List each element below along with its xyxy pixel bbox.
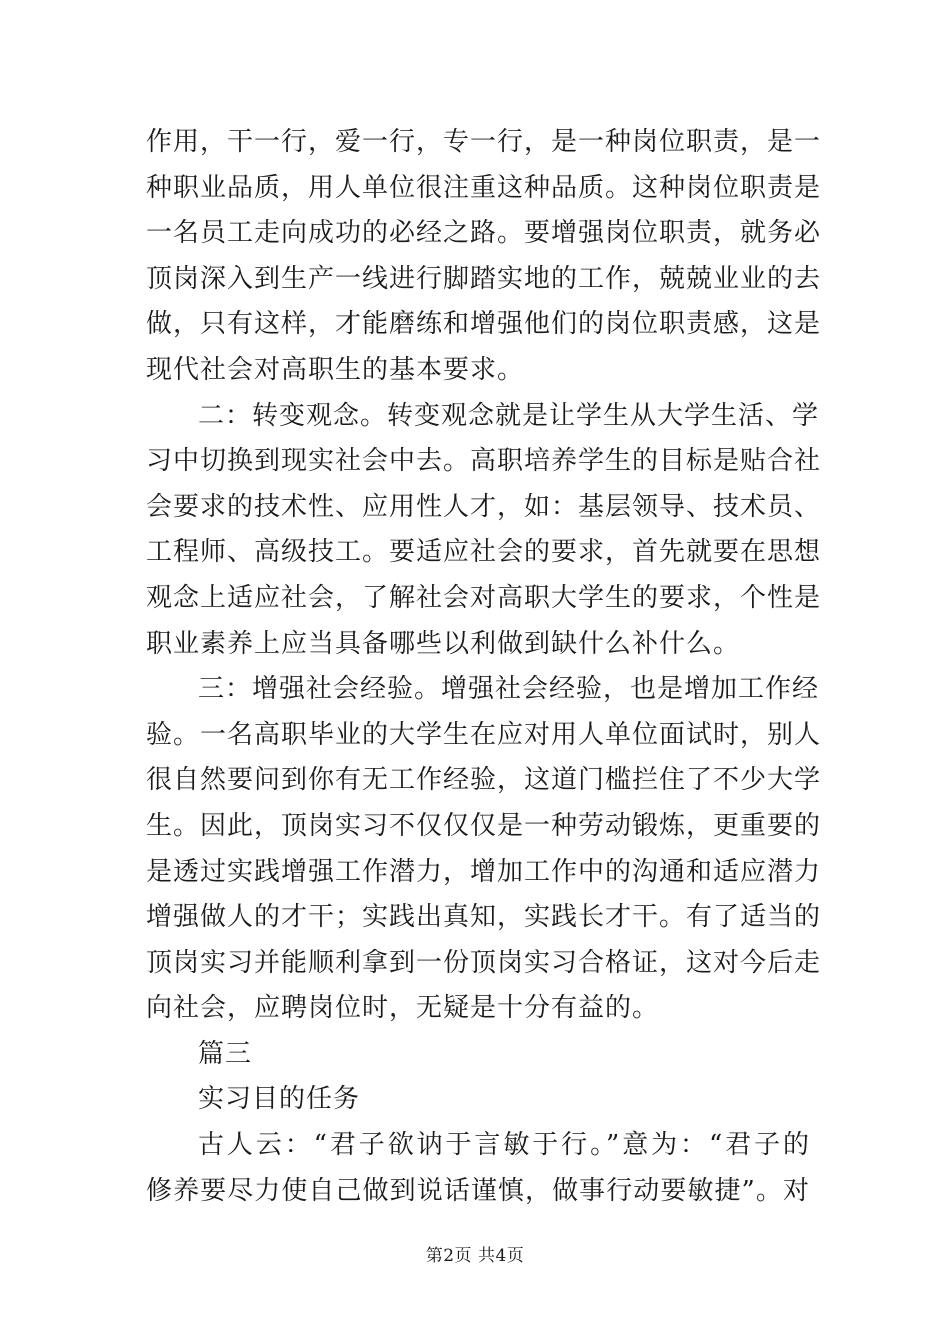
text-line: 增强做人的才干；实践出真知，实践长才干。有了适当的 <box>146 902 822 933</box>
text-line: 实习目的任务 <box>198 1084 361 1115</box>
text-line: 职业素养上应当具备哪些以利做到缺什么补什么。 <box>146 628 741 659</box>
text-line: 修养要尽力使自己做到说话谨慎，做事行动要敏捷”。对 <box>146 1175 810 1206</box>
text-line: 生。因此，顶岗实习不仅仅仅是一种劳动锻炼，更重要的 <box>146 810 822 841</box>
text-line: 验。一名高职毕业的大学生在应对用人单位面试时，别人 <box>146 719 822 750</box>
text-line: 工程师、高级技工。要适应社会的要求，首先就要在思想 <box>146 537 822 568</box>
text-line: 现代社会对高职生的基本要求。 <box>146 354 525 385</box>
text-line: 会要求的技术性、应用性人才，如：基层领导、技术员、 <box>146 491 822 522</box>
text-line: 三：增强社会经验。增强社会经验，也是增加工作经 <box>198 674 820 705</box>
text-line: 古人云：“君子欲讷于言敏于行。”意为：“君子的 <box>198 1130 810 1161</box>
text-line: 一名员工走向成功的必经之路。要增强岗位职责，就务必 <box>146 218 822 249</box>
text-line: 向社会，应聘岗位时，无疑是十分有益的。 <box>146 993 660 1024</box>
text-line: 作用，干一行，爱一行，专一行，是一种岗位职责，是一 <box>146 127 822 157</box>
text-line: 很自然要问到你有无工作经验，这道门槛拦住了不少大学 <box>146 765 822 796</box>
text-line: 顶岗实习并能顺利拿到一份顶岗实习合格证，这对今后走 <box>146 947 822 978</box>
body-text <box>146 120 822 1214</box>
text-line: 二：转变观念。转变观念就是让学生从大学生活、学 <box>198 400 820 431</box>
text-line: 顶岗深入到生产一线进行脚踏实地的工作，兢兢业业的去 <box>146 263 822 294</box>
text-line: 种职业品质，用人单位很注重这种品质。这种岗位职责是 <box>146 172 822 203</box>
text-line: 习中切换到现实社会中去。高职培养学生的目标是贴合社 <box>146 446 822 477</box>
text-line: 是透过实践增强工作潜力，增加工作中的沟通和适应潜力 <box>146 856 822 887</box>
page-footer: 第2页 共4页 <box>425 1246 525 1266</box>
text-line: 做，只有这样，才能磨练和增强他们的岗位职责感，这是 <box>146 309 822 340</box>
text-line: 观念上适应社会，了解社会对高职大学生的要求，个性是 <box>146 582 822 613</box>
text-line: 篇三 <box>198 1038 253 1069</box>
